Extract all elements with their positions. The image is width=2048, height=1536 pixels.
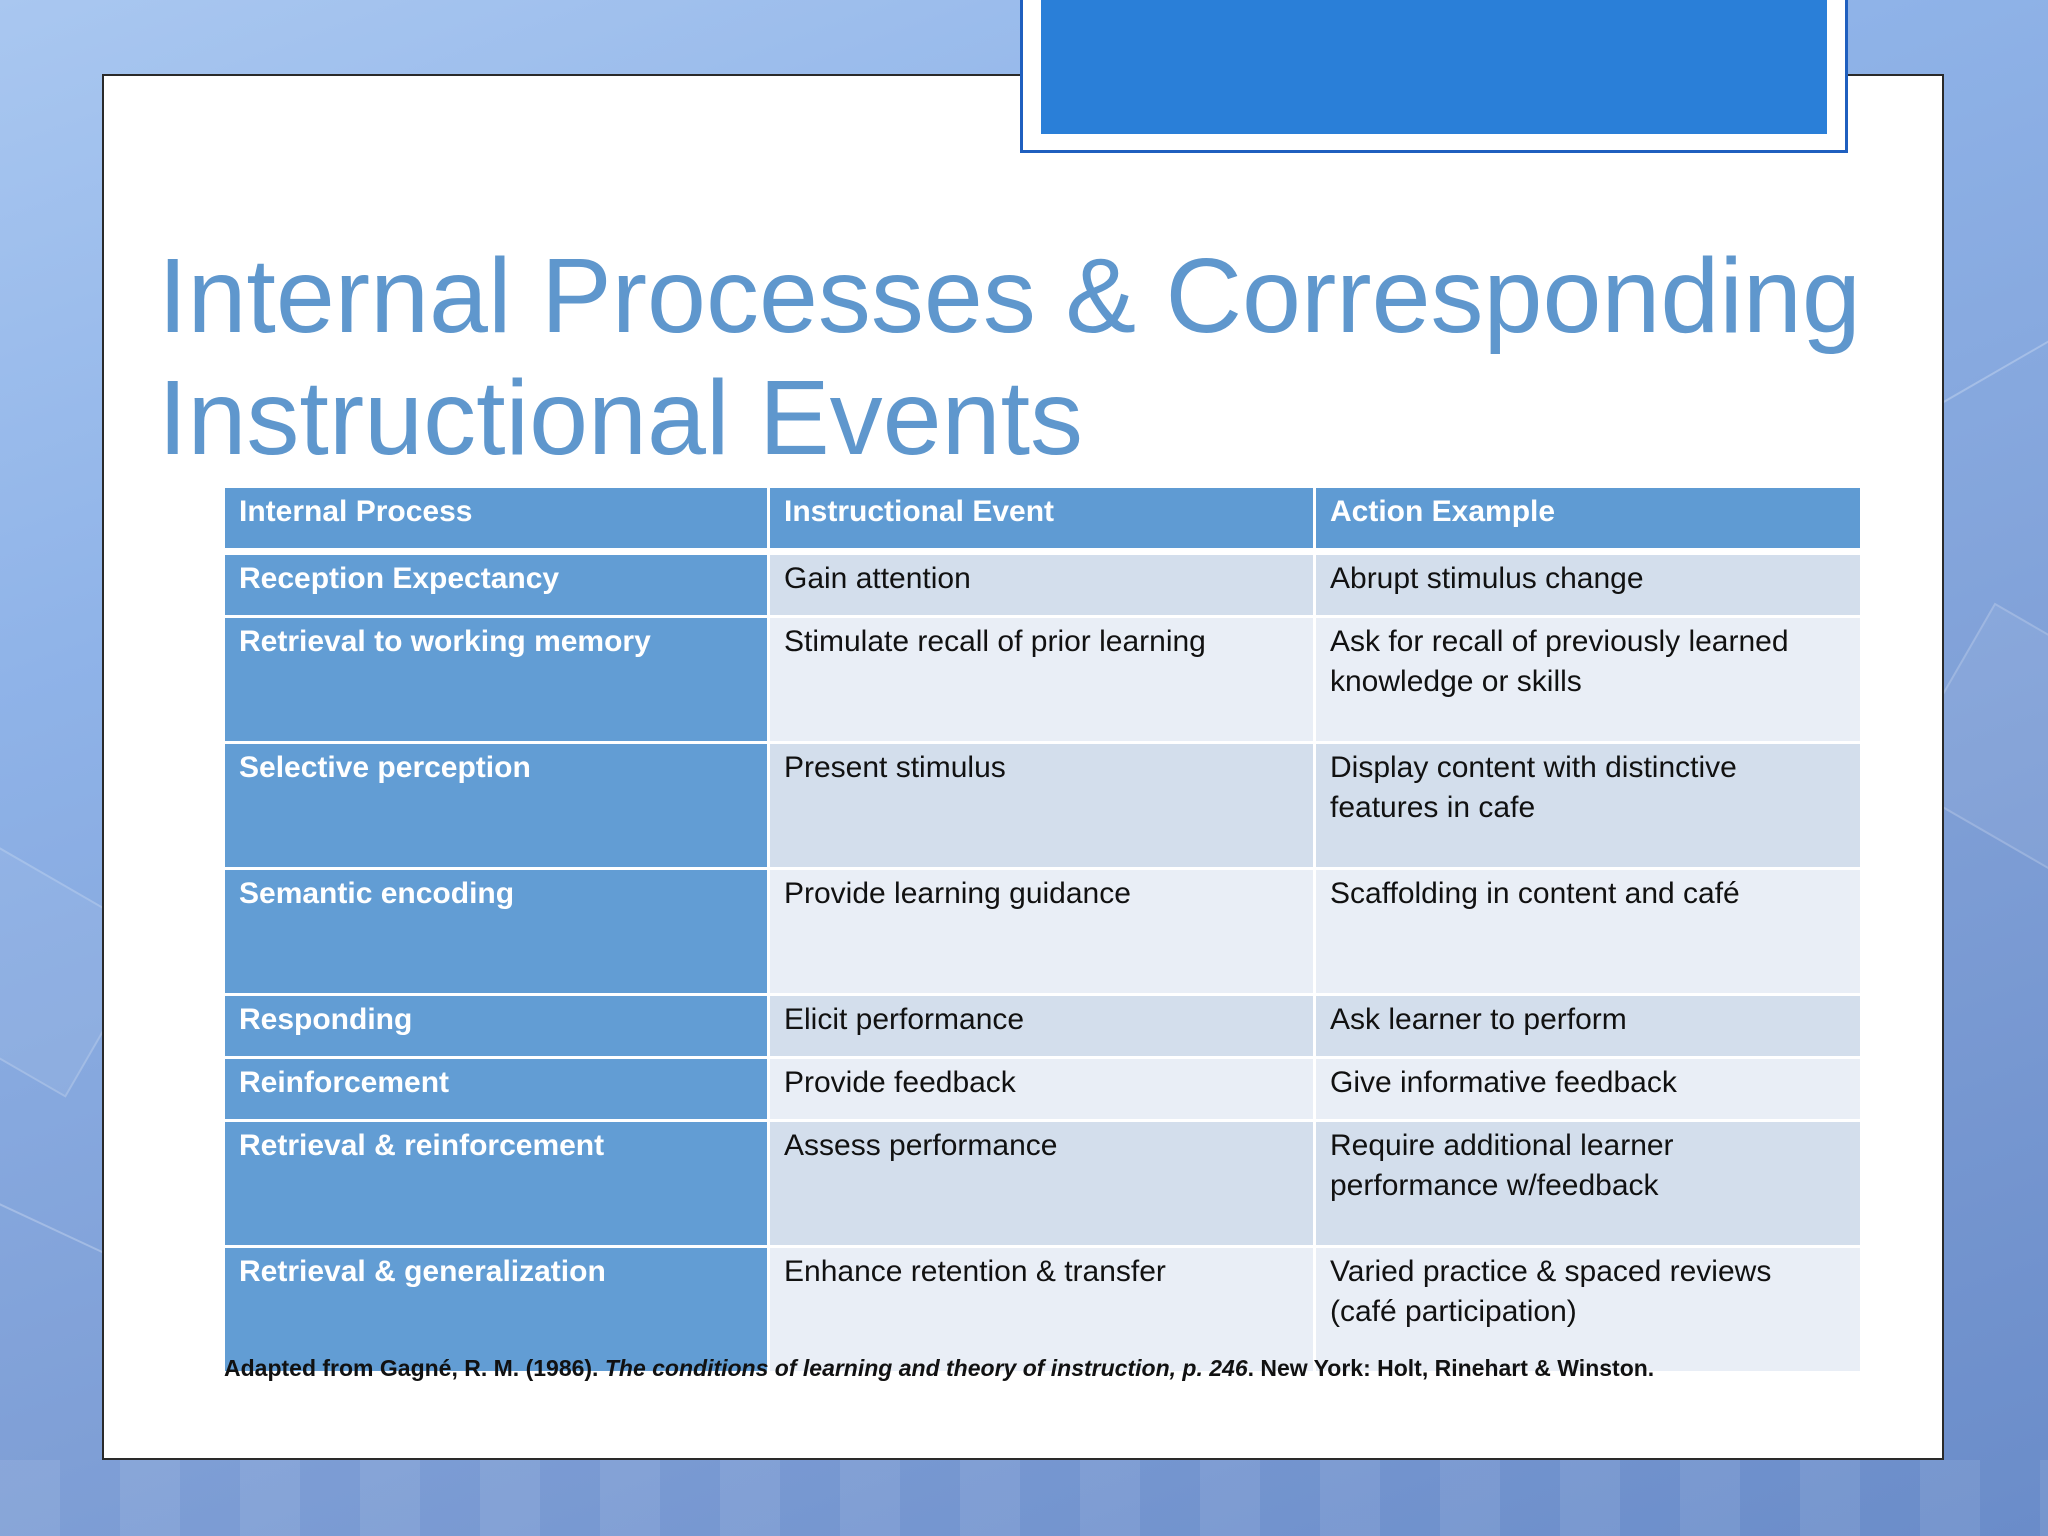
action-example-cell: Display content with distinctive features in cafe [1315,743,1862,869]
internal-process-cell: Reinforcement [224,1058,769,1121]
table-row [224,995,1862,1058]
action-example-cell: Require additional learner performance w/feedback [1315,1121,1862,1247]
instructional-event-cell: Present stimulus [769,743,1315,869]
internal-process-cell: Retrieval to working memory [224,617,769,743]
events-table [222,485,1863,1374]
header-action-example: Action Example [1315,487,1862,552]
table-row [224,869,1862,995]
instructional-event-cell: Stimulate recall of prior learning [769,617,1315,743]
slide-title-line-2: Instructional Events [158,359,1084,477]
internal-process-cell: Semantic encoding [224,869,769,995]
header-internal-process: Internal Process [224,487,769,552]
internal-process-cell: Selective perception [224,743,769,869]
table-header-row [224,487,1862,552]
internal-process-cell: Retrieval & reinforcement [224,1121,769,1247]
internal-process-cell: Retrieval & generalization [224,1247,769,1373]
table-row [224,1058,1862,1121]
instructional-event-cell: Provide learning guidance [769,869,1315,995]
table-row [224,552,1862,617]
background-bottom-strip [0,1460,2048,1536]
events-table-container [222,485,1860,1374]
instructional-event-cell: Assess performance [769,1121,1315,1247]
internal-process-cell: Reception Expectancy [224,552,769,617]
slide-title [158,235,1918,479]
citation-prefix: Adapted from Gagné, R. M. (1986). [224,1355,605,1381]
internal-process-cell: Responding [224,995,769,1058]
table-row [224,617,1862,743]
action-example-cell: Ask learner to perform [1315,995,1862,1058]
instructional-event-cell: Elicit performance [769,995,1315,1058]
instructional-event-cell: Enhance retention & transfer [769,1247,1315,1373]
action-example-cell: Give informative feedback [1315,1058,1862,1121]
action-example-cell: Ask for recall of previously learned knowledge or skills [1315,617,1862,743]
action-example-cell: Varied practice & spaced reviews (café participation) [1315,1247,1862,1373]
citation-suffix: . New York: Holt, Rinehart & Winston. [1247,1355,1655,1381]
citation [224,1353,1924,1383]
accent-box [1041,0,1827,134]
table-row [224,743,1862,869]
instructional-event-cell: Provide feedback [769,1058,1315,1121]
action-example-cell: Scaffolding in content and café [1315,869,1862,995]
action-example-cell: Abrupt stimulus change [1315,552,1862,617]
slide-title-line-1: Internal Processes & Corresponding [158,237,1861,355]
citation-book-title: The conditions of learning and theory of instruction, p. 246 [604,1355,1248,1381]
table-row [224,1121,1862,1247]
header-instructional-event: Instructional Event [769,487,1315,552]
instructional-event-cell: Gain attention [769,552,1315,617]
